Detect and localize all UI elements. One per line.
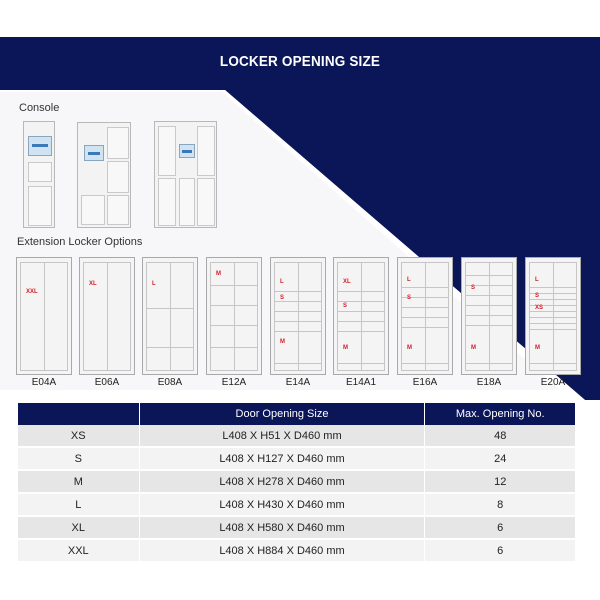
locker-name: E08A xyxy=(157,377,183,388)
locker-shelf-line xyxy=(275,331,321,332)
size-tag: S xyxy=(407,295,412,301)
console-cell xyxy=(107,161,129,193)
size-tag: S xyxy=(535,293,540,299)
locker-shelf-line xyxy=(211,347,257,348)
size-tag: XS xyxy=(535,305,544,311)
console-unit-triple xyxy=(154,121,217,228)
locker-divider xyxy=(44,263,45,370)
locker-shelf-line xyxy=(275,363,321,364)
size-tag: S xyxy=(280,295,285,301)
locker-shelf-line xyxy=(466,325,512,326)
dims-cell: L408 X H127 X D460 mm xyxy=(139,447,425,470)
locker-divider xyxy=(489,263,490,370)
max-cell: 6 xyxy=(425,516,575,539)
locker-shelf-line xyxy=(402,327,448,328)
size-cell: XXL xyxy=(18,539,139,562)
locker-shelf-line xyxy=(338,321,384,322)
size-tag: M xyxy=(407,345,412,351)
size-cell: XL xyxy=(18,516,139,539)
locker-shelf-line xyxy=(147,308,193,309)
dims-cell: L408 X H51 X D460 mm xyxy=(139,425,425,447)
table-row xyxy=(18,493,575,516)
locker-shelf-line xyxy=(338,301,384,302)
locker-shelf-line xyxy=(466,305,512,306)
console-unit-tall xyxy=(23,121,55,228)
size-tag: S xyxy=(343,303,348,309)
locker-shelf-line xyxy=(211,325,257,326)
console-cell xyxy=(158,126,176,176)
table-header-cell: Max. Opening No. xyxy=(425,403,575,425)
locker-frame xyxy=(210,262,258,371)
table-header-row xyxy=(18,403,575,425)
table-row xyxy=(18,516,575,539)
size-tag: S xyxy=(471,285,476,291)
locker-e06a xyxy=(79,257,135,375)
size-tag: M xyxy=(216,271,221,277)
locker-shelf-line xyxy=(530,329,576,330)
locker-shelf-line xyxy=(530,363,576,364)
locker-frame xyxy=(337,262,385,371)
size-tag: M xyxy=(535,345,540,351)
locker-shelf-line xyxy=(402,307,448,308)
locker-frame xyxy=(401,262,449,371)
locker-shelf-line xyxy=(402,317,448,318)
size-tag: XXL xyxy=(26,289,38,295)
locker-name: E04A xyxy=(31,377,57,388)
size-tag: XL xyxy=(89,281,97,287)
locker-name: E14A xyxy=(285,377,311,388)
max-cell: 6 xyxy=(425,539,575,562)
locker-shelf-line xyxy=(211,305,257,306)
table-row xyxy=(18,539,575,562)
console-cell xyxy=(197,178,215,226)
table-header-cell xyxy=(18,403,139,425)
locker-shelf-line xyxy=(275,321,321,322)
locker-divider xyxy=(170,263,171,370)
locker-shelf-line xyxy=(466,295,512,296)
locker-shelf-line xyxy=(338,311,384,312)
size-tag: L xyxy=(280,279,284,285)
locker-e04a xyxy=(16,257,72,375)
locker-shelf-line xyxy=(211,285,257,286)
dims-cell: L408 X H278 X D460 mm xyxy=(139,470,425,493)
size-tag: L xyxy=(535,277,539,283)
table-row xyxy=(18,470,575,493)
extension-section-label: Extension Locker Options xyxy=(17,236,143,248)
console-cell xyxy=(179,178,195,226)
console-cell xyxy=(107,195,129,225)
locker-frame xyxy=(465,262,513,371)
locker-name: E18A xyxy=(476,377,502,388)
dims-cell: L408 X H580 X D460 mm xyxy=(139,516,425,539)
page-title: LOCKER OPENING SIZE xyxy=(219,52,381,70)
locker-shelf-line xyxy=(147,347,193,348)
locker-divider xyxy=(298,263,299,370)
locker-shelf-line xyxy=(530,299,576,300)
locker-e14a xyxy=(270,257,326,375)
console-screen xyxy=(84,145,104,161)
max-cell: 48 xyxy=(425,425,575,447)
title-banner xyxy=(0,37,600,85)
locker-frame xyxy=(274,262,322,371)
locker-frame xyxy=(83,262,131,371)
locker-shelf-line xyxy=(530,311,576,312)
console-screen xyxy=(179,144,195,158)
size-tag: L xyxy=(407,277,411,283)
locker-name: E06A xyxy=(94,377,120,388)
console-cell xyxy=(197,126,215,176)
locker-e16a xyxy=(397,257,453,375)
locker-divider xyxy=(361,263,362,370)
locker-name: E16A xyxy=(412,377,438,388)
size-cell: XS xyxy=(18,425,139,447)
dims-cell: L408 X H884 X D460 mm xyxy=(139,539,425,562)
table-header-cell: Door Opening Size xyxy=(139,403,425,425)
opening-size-table xyxy=(18,403,575,563)
table-row xyxy=(18,447,575,470)
locker-shelf-line xyxy=(466,363,512,364)
locker-shelf-line xyxy=(275,301,321,302)
locker-e08a xyxy=(142,257,198,375)
locker-shelf-line xyxy=(466,315,512,316)
size-tag: XL xyxy=(343,279,351,285)
size-cell: M xyxy=(18,470,139,493)
size-tag: M xyxy=(471,345,476,351)
table-row xyxy=(18,425,575,447)
locker-divider xyxy=(234,263,235,370)
size-cell: S xyxy=(18,447,139,470)
size-cell: L xyxy=(18,493,139,516)
locker-e18a xyxy=(461,257,517,375)
max-cell: 24 xyxy=(425,447,575,470)
locker-shelf-line xyxy=(338,291,384,292)
max-cell: 12 xyxy=(425,470,575,493)
locker-shelf-line xyxy=(402,287,448,288)
locker-name: E12A xyxy=(221,377,247,388)
locker-name: E14A1 xyxy=(345,377,377,388)
locker-frame xyxy=(146,262,194,371)
dims-cell: L408 X H430 X D460 mm xyxy=(139,493,425,516)
locker-shelf-line xyxy=(530,323,576,324)
locker-name: E20A xyxy=(540,377,566,388)
locker-shelf-line xyxy=(530,317,576,318)
size-tag: M xyxy=(343,345,348,351)
locker-shelf-line xyxy=(338,363,384,364)
locker-shelf-line xyxy=(275,291,321,292)
locker-shelf-line xyxy=(402,363,448,364)
console-cell xyxy=(158,178,176,226)
console-section-label: Console xyxy=(19,102,60,114)
size-tag: M xyxy=(280,339,285,345)
locker-e12a xyxy=(206,257,262,375)
size-tag: L xyxy=(152,281,156,287)
console-cell xyxy=(81,195,105,225)
locker-frame xyxy=(20,262,68,371)
locker-shelf-line xyxy=(530,287,576,288)
locker-divider xyxy=(107,263,108,370)
locker-e14a1 xyxy=(333,257,389,375)
locker-shelf-line xyxy=(275,311,321,312)
locker-frame xyxy=(529,262,577,371)
locker-shelf-line xyxy=(338,331,384,332)
console-panel xyxy=(28,162,52,182)
console-screen xyxy=(28,136,52,156)
max-cell: 8 xyxy=(425,493,575,516)
console-cell xyxy=(107,127,129,159)
console-panel xyxy=(28,186,52,226)
locker-e20a xyxy=(525,257,581,375)
console-unit-double xyxy=(77,122,131,228)
locker-shelf-line xyxy=(466,275,512,276)
